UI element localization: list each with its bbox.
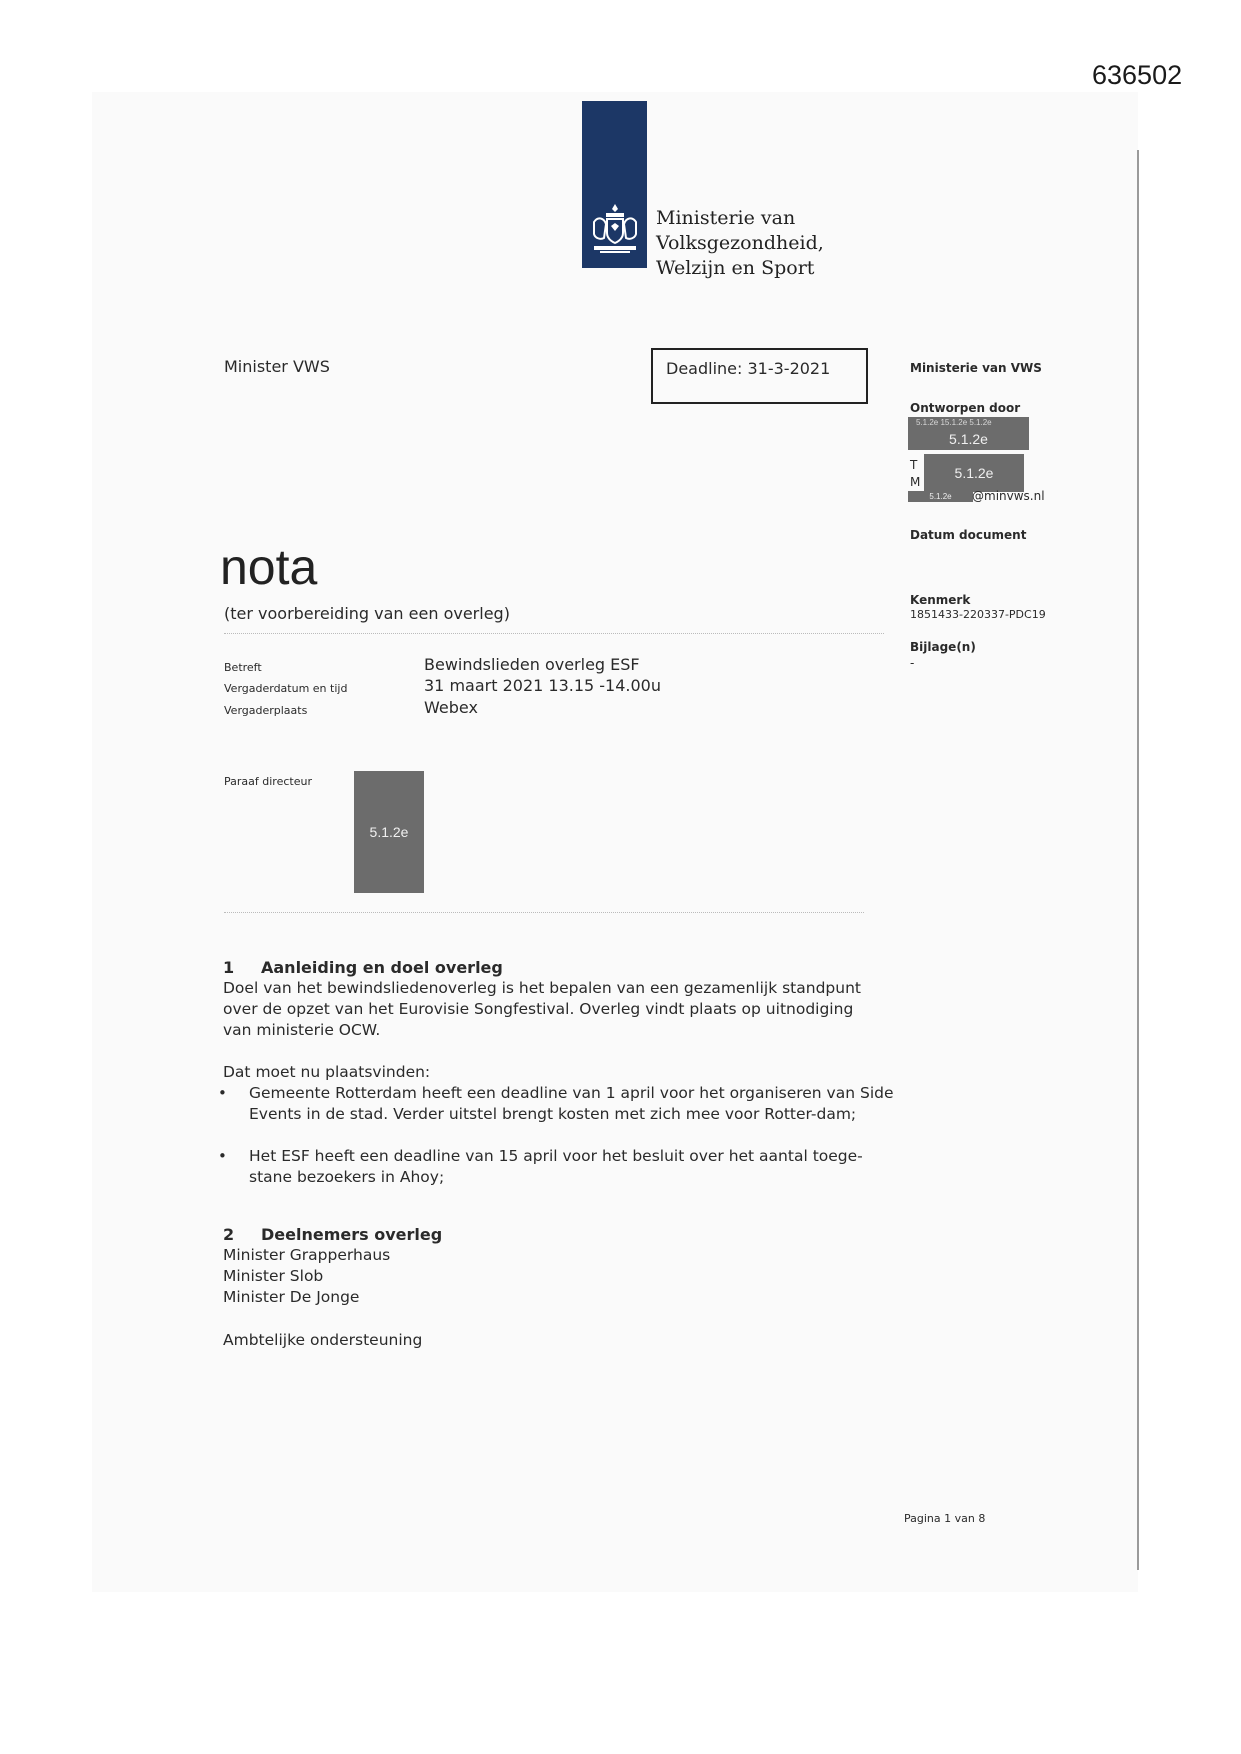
ministry-name — [656, 206, 956, 281]
section1-paragraph: Doel van het bewindsliedenoverleg is het bepalen van een gezamenlijk standpunt over de opzet van het Eurovisie Songfestival. Overleg vindt plaats op uitnodiging van ministerie OCW. — [223, 979, 861, 1039]
section2-heading — [223, 1225, 442, 1244]
document-number: 636502 — [1092, 60, 1183, 90]
coat-of-arms-icon — [586, 200, 644, 258]
sidebar-org: Ministerie van VWS — [910, 361, 1042, 375]
meta-label-datetime: Vergaderdatum en tijd — [224, 682, 348, 695]
redaction-code: 5.1.2e — [954, 465, 994, 481]
sidebar-reference-value: 1851433-220337-PDC19 — [910, 608, 1046, 621]
document-subtitle: (ter voorbereiding van een overleg) — [224, 604, 510, 623]
meta-value-subject: Bewindslieden overleg ESF — [424, 655, 640, 674]
section-number: 2 — [223, 1225, 235, 1244]
meta-value-datetime: 31 maart 2021 13.15 -14.00u — [424, 676, 661, 695]
participant: Minister Slob — [223, 1267, 324, 1285]
sidebar-m-label: M — [910, 475, 921, 489]
section-title: Deelnemers overleg — [261, 1225, 443, 1244]
section1-intro: Dat moet nu plaatsvinden: — [223, 1063, 431, 1081]
addressee: Minister VWS — [224, 357, 330, 376]
bullet-marker: • — [218, 1147, 227, 1165]
bullet-item: Het ESF heeft een deadline van 15 april voor het besluit over het aantal toege-stane bezoekers in Ahoy; — [249, 1147, 863, 1186]
sidebar-attachments-value: - — [910, 656, 915, 670]
sidebar-designed-by-label: Ontworpen door — [910, 401, 1021, 415]
redacted-phone — [924, 454, 1024, 492]
divider — [224, 912, 864, 913]
sidebar-t-label: T — [910, 458, 918, 472]
deadline-box — [651, 348, 868, 404]
sidebar-attachments-label: Bijlage(n) — [910, 640, 976, 654]
section1-heading — [223, 958, 503, 977]
redacted-initials — [354, 771, 424, 893]
redaction-code: 5.1.2e — [369, 824, 409, 840]
participant: Minister De Jonge — [223, 1288, 360, 1306]
redaction-code: 5.1.2e — [949, 431, 988, 447]
meta-value-location: Webex — [424, 698, 478, 717]
sidebar-reference-label: Kenmerk — [910, 593, 971, 607]
redaction-tags-row: 5.1.2e 15.1.2e 5.1.2e — [916, 418, 992, 427]
sidebar-email-suffix: @minvws.nl — [972, 489, 1045, 503]
deadline-text: Deadline: 31-3-2021 — [666, 359, 831, 378]
redaction-code: 5.1.2e — [929, 492, 952, 501]
scanned-page — [92, 92, 1138, 1592]
support-label: Ambtelijke ondersteuning — [223, 1331, 423, 1349]
ministry-name-line1: Ministerie van Volksgezondheid, — [656, 207, 824, 254]
initials-label: Paraaf directeur — [224, 775, 312, 788]
ministry-name-line2: Welzijn en Sport — [656, 257, 815, 279]
redacted-email-name — [908, 491, 973, 502]
section-title: Aanleiding en doel overleg — [261, 958, 503, 977]
meta-label-location: Vergaderplaats — [224, 704, 308, 717]
bullet-item: Gemeente Rotterdam heeft een deadline van 1 april voor het organiseren van Side Events in de stad. Verder uitstel brengt kosten met zich mee voor Rotter-dam; — [249, 1084, 894, 1123]
divider — [224, 633, 884, 634]
meta-label-subject: Betreft — [224, 661, 262, 674]
sidebar-date-label: Datum document — [910, 528, 1027, 542]
document-title: nota — [220, 539, 318, 595]
page-number: Pagina 1 van 8 — [904, 1512, 986, 1525]
bullet-marker: • — [218, 1084, 227, 1102]
page-edge-shadow — [1137, 150, 1139, 1570]
section-number: 1 — [223, 958, 235, 977]
participant: Minister Grapperhaus — [223, 1246, 391, 1264]
